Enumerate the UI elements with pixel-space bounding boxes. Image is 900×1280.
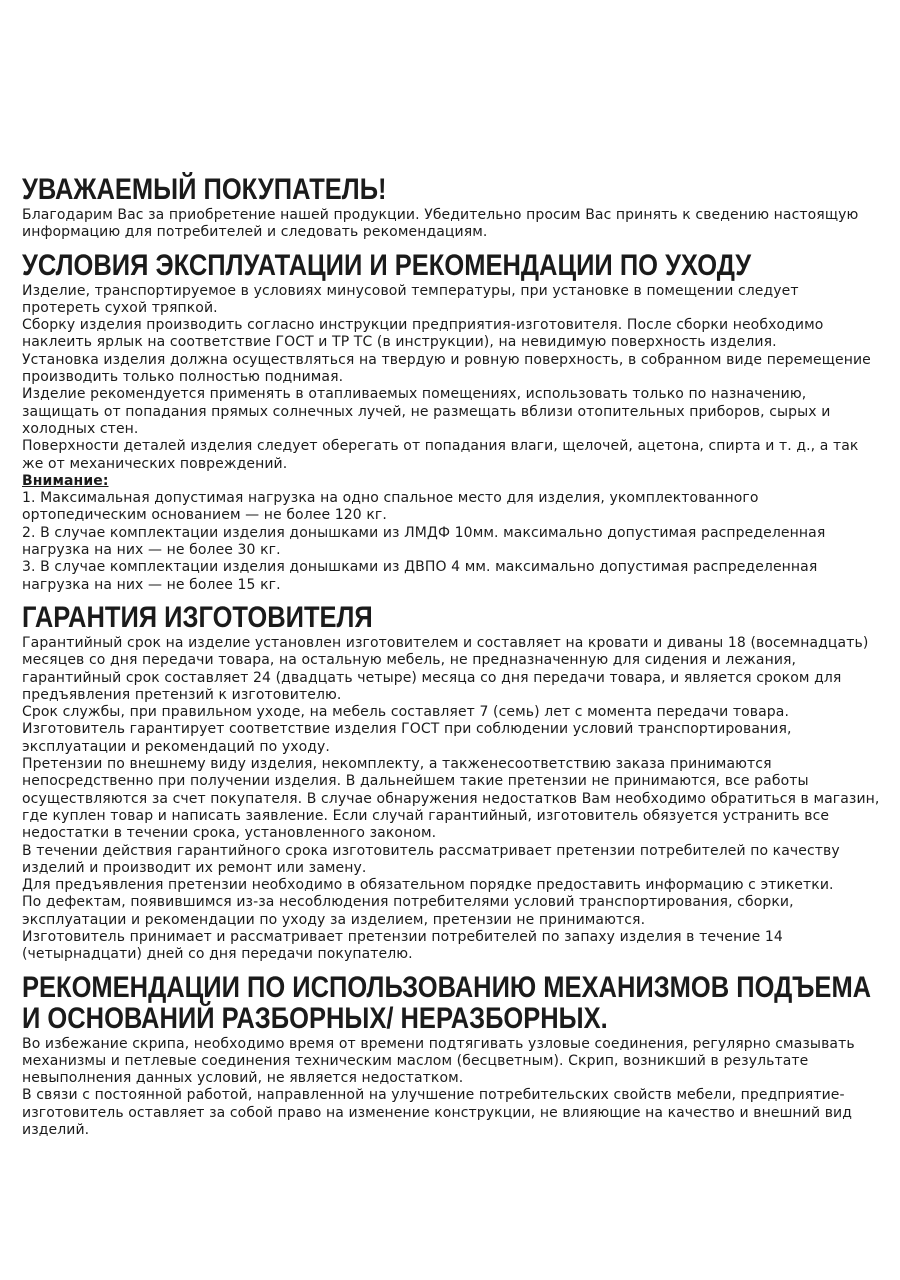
attention-item: 1. Максимальная допустимая нагрузка на одно спальное место для изделия, укомплектованного ортопедическим основанием — не более 120 кг. [22, 490, 759, 524]
warranty-text: По дефектам, появившимся из-за несоблюдения потребителями условий транспортирования, сборки, эксплуатации и рекомендации по уходу за изделием, претензии не принимаются. [22, 894, 794, 928]
warranty-text: Изготовитель гарантирует соответствие изделия ГОСТ при соблюдении условий транспортирования, эксплуатации и рекомендаций по уходу. [22, 721, 792, 755]
section-dear-customer [22, 173, 880, 242]
mechanism-note: Во избежание скрипа, необходимо время от времени подтягивать узловые соединения, регулярно смазывать механизмы и петлевые соединения техническим маслом (бесцветным). Скрип, возникший в результате невыполнения данных условий, не является недостатком. [22, 1035, 855, 1087]
mechanism-note: В связи с постоянной работой, направленной на улучшение потребительских свойств мебели, предприятие-изготовитель оставляет за собой право на изменение конструкции, не влияющие на качество и внешний вид изделий. [22, 1087, 853, 1139]
section-warranty [22, 600, 880, 964]
care-rule: Поверхности деталей изделия следует оберегать от попадания влаги, щелочей, ацетона, спирта и т. д., а так же от механических повреждений. [22, 438, 859, 472]
attention-label: Внимание: [22, 472, 109, 489]
care-rule: Сборку изделия производить согласно инструкции предприятия-изготовителя. После сборки необходимо наклеить ярлык на соответствие ГОСТ и ТР ТС (в инструкции), на невидимую поверхность изделия. [22, 317, 824, 351]
dear-customer-heading: УВАЖАЕМЫЙ ПОКУПАТЕЛЬ! [22, 173, 387, 206]
usage-conditions-heading: УСЛОВИЯ ЭКСПЛУАТАЦИИ И РЕКОМЕНДАЦИИ ПО УХОДУ [22, 248, 752, 282]
care-rule: Изделие, транспортируемое в условиях минусовой температуры, при установке в помещении следует протереть сухой тряпкой. [22, 282, 799, 316]
mechanisms-heading-line-1: РЕКОМЕНДАЦИИ ПО ИСПОЛЬЗОВАНИЮ МЕХАНИЗМОВ ПОДЪЕМА [22, 970, 872, 1004]
section-mechanisms [22, 970, 880, 1140]
warranty-text: Претензии по внешнему виду изделия, некомплекту, а такженесоответствию заказа принимаются непосредственно при получении изделия. В дальнейшем такие претензии не принимаются, все работы осуществляются за счет покупателя. В случае обнаружения недостатков Вам необходимо обратиться в магазин, где куплен товар и написать заявление. Если случай гарантийный, изготовитель обязуется устранить все недостатки в течении срока, установленного законом. [22, 756, 880, 842]
warranty-text: Гарантийный срок на изделие установлен изготовителем и составляет на кровати и диваны 18 (восемнадцать) месяцев со дня передачи товара, на остальную мебель, не предназначенную для сидения и лежания, гарантийный срок составляет 24 (двадцать четыре) месяца со дня передачи товара, и является сроком для предъявления претензий к изготовителю. [22, 634, 869, 703]
care-rule: Изделие рекомендуется применять в отапливаемых помещениях, использовать только по назначению, защищать от попадания прямых солнечных лучей, не размещать вблизи отопительных приборов, сырых и холодных стен. [22, 386, 831, 437]
mechanisms-heading-line-2: И ОСНОВАНИЙ РАЗБОРНЫХ/ НЕРАЗБОРНЫХ. [22, 1001, 608, 1035]
warranty-text: Для предъявления претензии необходимо в обязательном порядке предоставить информацию с этикетки. [22, 877, 834, 894]
attention-item: 2. В случае комплектации изделия донышками из ЛМДФ 10мм. максимально допустимая распределенная нагрузка на них — не более 30 кг. [22, 524, 826, 559]
warranty-text: Изготовитель принимает и рассматривает претензии потребителей по запаху изделия в течение 14 (четырнадцати) дней со дня передачи покупателю. [22, 928, 783, 963]
greeting-text: Благодарим Вас за приобретение нашей продукции. Убедительно просим Вас принять к сведению настоящую информацию для потребителей и следовать рекомендациям. [22, 207, 859, 241]
warranty-heading: ГАРАНТИЯ ИЗГОТОВИТЕЛЯ [22, 600, 373, 634]
care-rule: Установка изделия должна осуществляться на твердую и ровную поверхность, в собранном виде перемещение производить только полностью поднимая. [22, 351, 871, 386]
warranty-text: В течении действия гарантийного срока изготовитель рассматривает претензии потребителей по качеству изделий и производит их ремонт или замену. [22, 842, 840, 876]
attention-item: 3. В случае комплектации изделия донышками из ДВПО 4 мм. максимально допустимая распределенная нагрузка на них — не более 15 кг. [22, 559, 818, 593]
warranty-text: Срок службы, при правильном уходе, на мебель составляет 7 (семь) лет с момента передачи товара. [22, 704, 789, 721]
section-usage-conditions [22, 248, 880, 594]
